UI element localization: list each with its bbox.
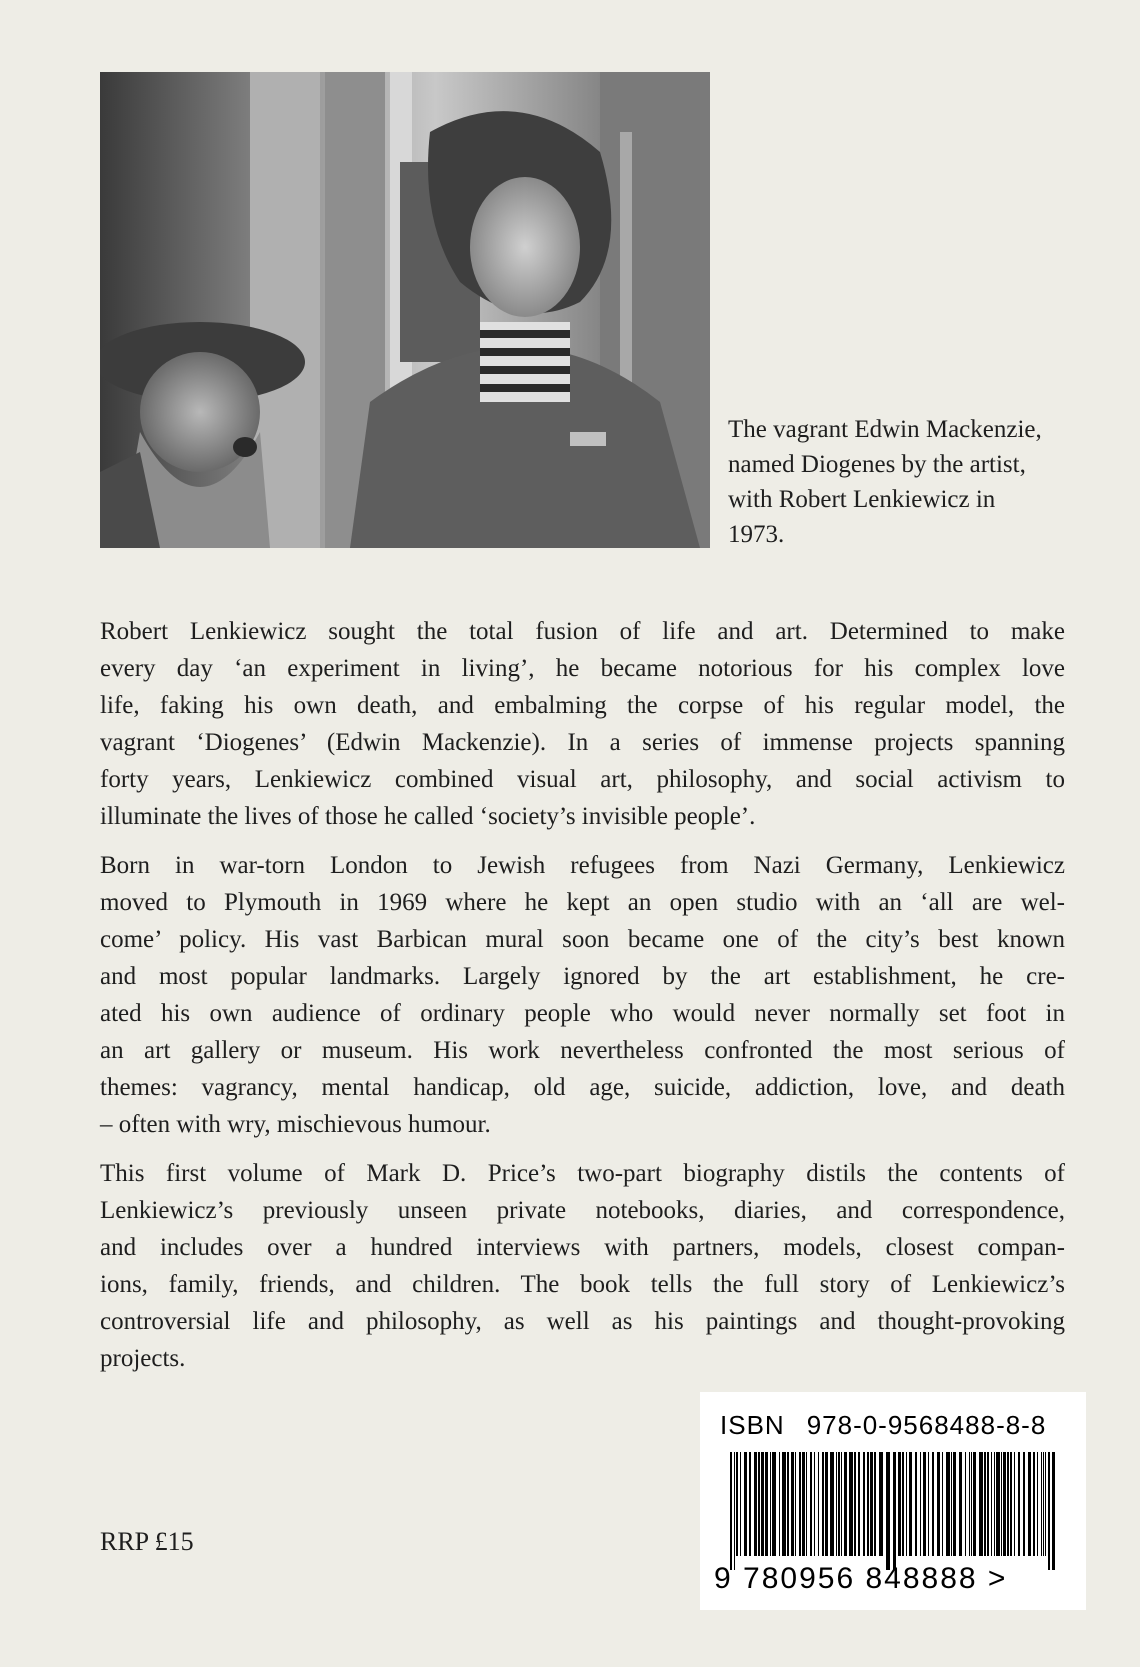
barcode-bar xyxy=(942,1452,943,1556)
text-line: illuminate the lives of those he called ‘society’s invisible people’. xyxy=(100,803,756,830)
barcode-bar xyxy=(844,1452,847,1556)
barcode-bar xyxy=(1037,1452,1038,1556)
text-line: every day ‘an experiment in living’, he became notorious for his complex love xyxy=(100,655,1065,682)
barcode-bar xyxy=(818,1452,819,1556)
barcode-bar xyxy=(854,1452,856,1556)
barcode-bar xyxy=(799,1452,801,1556)
barcode-bar xyxy=(879,1452,883,1556)
isbn-prefix: ISBN xyxy=(720,1410,785,1440)
barcode-bar xyxy=(822,1452,824,1556)
barcode-bar xyxy=(795,1452,796,1556)
barcode-bar xyxy=(946,1452,950,1556)
barcode-bar xyxy=(1048,1452,1050,1570)
barcode-bar xyxy=(1045,1452,1046,1556)
barcode-bar xyxy=(736,1452,738,1556)
barcode-bar xyxy=(858,1452,860,1556)
ean-digits: 9 780956 848888 > xyxy=(714,1562,1008,1595)
barcode-bar xyxy=(836,1452,837,1556)
barcode-bar xyxy=(923,1452,926,1556)
text-line: ions, family, friends, and children. The book tells the full story of Lenkiewicz’s xyxy=(100,1271,1065,1298)
barcode-bar xyxy=(1014,1452,1015,1556)
text-line: ated his own audience of ordinary people who would never normally set foot in xyxy=(100,1000,1065,1027)
isbn-label xyxy=(720,1410,1046,1441)
text-line: projects. xyxy=(100,1345,186,1372)
barcode-bar xyxy=(1043,1452,1044,1556)
barcode-bar xyxy=(787,1452,789,1556)
barcode-bar xyxy=(825,1452,828,1556)
author-photograph xyxy=(100,72,710,548)
barcode-bar xyxy=(749,1452,751,1556)
barcode-bar xyxy=(740,1452,741,1556)
barcode-bar xyxy=(761,1452,764,1556)
isbn-barcode xyxy=(700,1392,1086,1610)
barcode-bar xyxy=(1028,1452,1031,1556)
barcode-bar xyxy=(996,1452,1000,1556)
barcode-bar xyxy=(830,1452,834,1556)
barcode-bar xyxy=(909,1452,912,1556)
barcode-bar xyxy=(902,1452,904,1556)
barcode-bar xyxy=(770,1452,771,1556)
blurb-paragraph-3 xyxy=(100,1155,1065,1377)
barcode-bar xyxy=(1001,1452,1002,1556)
barcode-bar xyxy=(870,1452,873,1556)
blurb-paragraph-1 xyxy=(100,613,1065,835)
barcode-bar xyxy=(987,1452,989,1556)
text-line: This first volume of Mark D. Price’s two-part biography distils the contents of xyxy=(100,1160,1065,1187)
barcode-bar xyxy=(893,1452,896,1570)
text-line: controversial life and philosophy, as well as his paintings and thought-provoking xyxy=(100,1308,1065,1335)
barcode-bar xyxy=(932,1452,934,1556)
barcode-bar xyxy=(1041,1452,1042,1556)
barcode-bar xyxy=(730,1452,732,1570)
barcode-bar xyxy=(953,1452,956,1556)
blurb-paragraph-2 xyxy=(100,847,1065,1143)
barcode-bar xyxy=(920,1452,921,1556)
barcode-bar xyxy=(806,1452,807,1556)
barcode-bar xyxy=(814,1452,815,1556)
retail-price: RRP £15 xyxy=(100,1527,194,1556)
barcode-bar xyxy=(1023,1452,1025,1556)
barcode-bar xyxy=(874,1452,876,1556)
barcode-bar xyxy=(1007,1452,1009,1556)
barcode-bar xyxy=(994,1452,995,1556)
barcode-bar xyxy=(863,1452,865,1556)
barcode-bar xyxy=(928,1452,929,1556)
text-line: – often with wry, mischievous humour. xyxy=(100,1111,491,1138)
text-line: themes: vagrancy, mental handicap, old age, suicide, addiction, love, and death xyxy=(100,1074,1065,1101)
barcode-bar xyxy=(754,1452,757,1556)
barcode-bar xyxy=(1003,1452,1006,1556)
text-line: Born in war-torn London to Jewish refugees from Nazi Germany, Lenkiewicz xyxy=(100,852,1065,879)
text-line: forty years, Lenkiewicz combined visual art, philosophy, and social activism to xyxy=(100,766,1065,793)
caption-line: named Diogenes by the artist, xyxy=(728,451,1026,478)
barcode-bar xyxy=(1010,1452,1012,1556)
text-line: Lenkiewicz’s previously unseen private notebooks, diaries, and correspondence, xyxy=(100,1197,1065,1224)
barcode-bar xyxy=(979,1452,983,1556)
barcode-bar xyxy=(898,1452,901,1556)
caption-line: with Robert Lenkiewicz in xyxy=(728,486,996,513)
barcode-bar xyxy=(802,1452,805,1556)
barcode-bar xyxy=(744,1452,747,1556)
barcode-bars xyxy=(722,1452,1062,1570)
text-line: and most popular landmarks. Largely ignored by the art establishment, he cre- xyxy=(100,963,1065,990)
barcode-bar xyxy=(791,1452,794,1556)
black-and-white-photograph-icon xyxy=(100,72,710,548)
barcode-bar xyxy=(758,1452,760,1556)
caption-line: The vagrant Edwin Mackenzie, xyxy=(728,416,1042,443)
barcode-bar xyxy=(971,1452,972,1556)
barcode-bar xyxy=(915,1452,917,1556)
barcode-bar xyxy=(991,1452,992,1556)
text-line: Robert Lenkiewicz sought the total fusion of life and art. Determined to make xyxy=(100,618,1065,645)
text-line: moved to Plymouth in 1969 where he kept an open studio with an ‘all are wel- xyxy=(100,889,1065,916)
barcode-bar xyxy=(1052,1452,1055,1570)
blurb-text xyxy=(100,613,1065,1389)
barcode-bar xyxy=(965,1452,966,1556)
barcode-bar xyxy=(810,1452,812,1556)
text-line: life, faking his own death, and embalming the corpse of his regular model, the xyxy=(100,692,1065,719)
barcode-bar xyxy=(969,1452,970,1556)
barcode-bar xyxy=(849,1452,853,1556)
barcode-bar xyxy=(973,1452,976,1556)
isbn-number: 978-0-9568488-8-8 xyxy=(806,1410,1047,1440)
text-line: come’ policy. His vast Barbican mural soon became one of the city’s best known xyxy=(100,926,1065,953)
barcode-bar xyxy=(937,1452,940,1556)
barcode-bar xyxy=(1018,1452,1020,1556)
barcode-bar xyxy=(1033,1452,1035,1556)
barcode-bar xyxy=(867,1452,869,1556)
barcode-bar xyxy=(841,1452,842,1556)
text-line: and includes over a hundred interviews with partners, models, closest compan- xyxy=(100,1234,1065,1261)
photo-caption xyxy=(728,412,1078,552)
barcode-bar xyxy=(765,1452,768,1556)
text-line: an art gallery or museum. His work nevertheless confronted the most serious of xyxy=(100,1037,1065,1064)
barcode-bar xyxy=(906,1452,907,1556)
caption-line: 1973. xyxy=(728,521,785,548)
barcode-bar xyxy=(779,1452,780,1556)
barcode-bar xyxy=(734,1452,735,1570)
barcode-bar xyxy=(782,1452,786,1556)
barcode-bar xyxy=(838,1452,840,1556)
barcode-bar xyxy=(959,1452,962,1556)
barcode-bar xyxy=(886,1452,890,1570)
barcode-bar xyxy=(984,1452,986,1556)
barcode-bar xyxy=(951,1452,952,1556)
text-line: vagrant ‘Diogenes’ (Edwin Mackenzie). In a series of immense projects spanning xyxy=(100,729,1065,756)
barcode-bar xyxy=(772,1452,776,1556)
